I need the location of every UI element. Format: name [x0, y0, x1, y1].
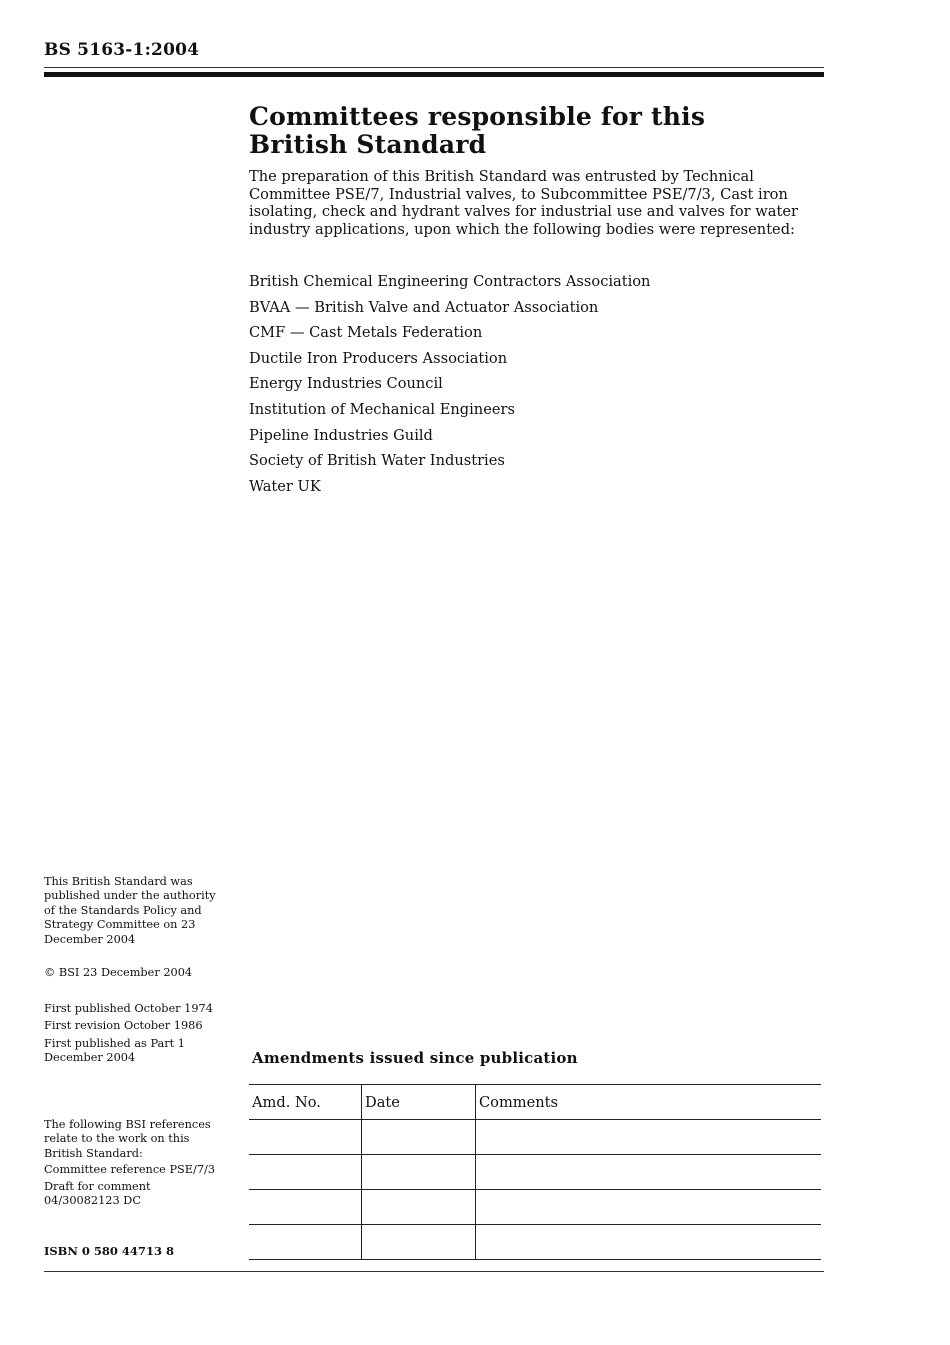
header-rule-thick [44, 72, 824, 77]
publication-note: This British Standard was published under the authority of the Standards Policy and Strategy Committee on 23 December 2004 [44, 875, 216, 946]
list-item: CMF — Cast Metals Federation [249, 324, 483, 342]
list-item: Institution of Mechanical Engineers [249, 400, 515, 418]
page-title: Committees responsible for this British Standard [249, 102, 706, 159]
list-item: Pipeline Industries Guild [249, 426, 433, 444]
references-intro: The following BSI references relate to the work on this British Standard: [44, 1118, 211, 1160]
history-line: First revision October 1986 [44, 1019, 203, 1033]
table-cell [476, 1225, 822, 1260]
table-cell [249, 1190, 362, 1225]
column-header: Date [362, 1085, 476, 1120]
table-cell [362, 1190, 476, 1225]
header-rule-thin [44, 67, 824, 68]
table-header-row [249, 1085, 821, 1120]
list-item: BVAA — British Valve and Actuator Association [249, 298, 599, 316]
column-header: Amd. No. [252, 1093, 321, 1111]
table-cell [362, 1120, 476, 1155]
list-item: Water UK [249, 477, 321, 495]
table-cell [249, 1225, 362, 1260]
sidebar-references [44, 1118, 219, 1208]
table-cell [476, 1155, 822, 1190]
table-row [249, 1120, 821, 1155]
footer-rule [44, 1271, 824, 1272]
table-cell [476, 1190, 822, 1225]
table-cell [476, 1120, 822, 1155]
table-cell [249, 1155, 362, 1190]
table-cell [362, 1155, 476, 1190]
table-cell [249, 1120, 362, 1155]
list-item: Ductile Iron Producers Association [249, 349, 508, 367]
table-cell [362, 1225, 476, 1260]
intro-paragraph: The preparation of this British Standard was entrusted by Technical Committee PSE/7, Industrial valves, to Subcommittee PSE/7/3, Cast iron isolating, check and hydrant valves for industrial use and valves for water industry applications, upon which the following bodies were represented: [249, 168, 798, 238]
standard-id: BS 5163-1:2004 [44, 40, 200, 60]
table-row [249, 1225, 821, 1260]
draft-reference: Draft for comment 04/30082123 DC [44, 1179, 151, 1208]
sidebar-copyright [44, 966, 229, 980]
sidebar-publication [44, 875, 229, 947]
sidebar-history [44, 1002, 229, 1066]
list-item: Energy Industries Council [249, 375, 443, 393]
list-item: British Chemical Engineering Contractors Association [249, 273, 651, 290]
history-line: First published October 1974 [44, 1002, 213, 1015]
amendments-table [249, 1084, 821, 1260]
table-row [249, 1190, 821, 1225]
copyright-note: © BSI 23 December 2004 [44, 966, 193, 979]
isbn: ISBN 0 580 44713 8 [44, 1244, 174, 1258]
represented-bodies-list [249, 271, 650, 501]
amendments-title: Amendments issued since publication [252, 1049, 578, 1067]
committee-reference: Committee reference PSE/7/3 [44, 1163, 216, 1177]
table-row [249, 1155, 821, 1190]
list-item: Society of British Water Industries [249, 452, 505, 470]
history-line: First published as Part 1 December 2004 [44, 1036, 185, 1065]
column-header: Comments [476, 1085, 822, 1120]
